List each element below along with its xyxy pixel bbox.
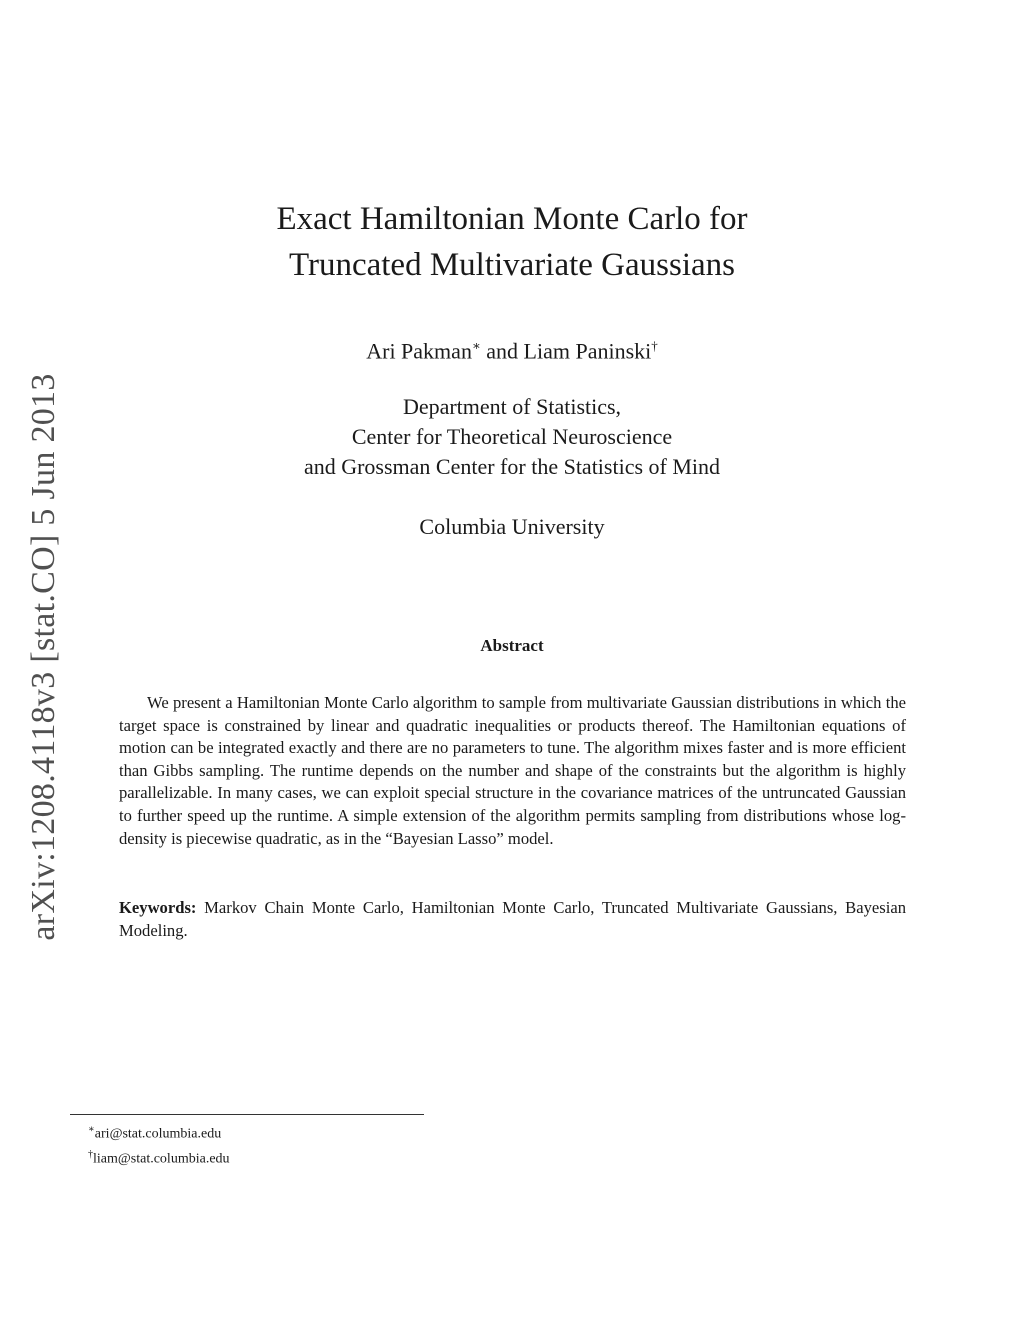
keywords-text: Markov Chain Monte Carlo, Hamiltonian Monte Carlo, Truncated Multivariate Gaussians, Bayesian Modeling. — [119, 898, 906, 940]
title-line-2: Truncated Multivariate Gaussians — [288, 247, 736, 283]
author-1-footnote-mark: ∗ — [471, 338, 481, 353]
keywords — [119, 897, 906, 942]
footnotes — [88, 1120, 230, 1169]
arxiv-identifier: arXiv:1208.4118v3 [stat.CO] 5 Jun 2013 — [25, 373, 62, 941]
footnote-divider — [70, 1114, 424, 1115]
footnote-2-email: liam@stat.columbia.edu — [93, 1151, 230, 1167]
author-2: Liam Paninski — [523, 338, 652, 364]
author-2-footnote-mark: † — [651, 338, 658, 353]
university: Columbia University — [419, 514, 605, 539]
title-line-1: Exact Hamiltonian Monte Carlo for — [276, 201, 748, 237]
author-list — [160, 331, 864, 366]
affiliation-line-2: Center for Theoretical Neuroscience — [351, 424, 673, 449]
footnote-2-mark: † — [88, 1148, 93, 1160]
abstract-heading: Abstract — [480, 636, 544, 655]
keywords-label: Keywords: — [119, 898, 197, 917]
footnote-1-mark: ∗ — [88, 1124, 95, 1135]
affiliation-line-1: Department of Statistics, — [402, 394, 622, 419]
abstract-body: We present a Hamiltonian Monte Carlo algorithm to sample from multivariate Gaussian distributions in which the target space is constrained by linear and quadratic inequalities or products thereof. The Hamiltonian equations of motion can be integrated exactly and there are no parameters to tune. The algorithm mixes faster and is more efficient than Gibbs sampling. The runtime depends on the number and shape of the constraints but the algorithm is highly parallelizable. In many cases, we can exploit special structure in the covariance matrices of the untruncated Gaussian to further speed up the runtime. A simple extension of the algorithm permits sampling from distributions whose log-density is piecewise quadratic, as in the “Bayesian Lasso” model. — [119, 693, 906, 848]
author-conjunction: and — [480, 338, 524, 364]
arxiv-stamp — [24, 375, 64, 940]
author-1: Ari Pakman — [366, 338, 472, 364]
footnote-1-email: ari@stat.columbia.edu — [94, 1126, 222, 1142]
footnote-2 — [88, 1145, 230, 1170]
affiliation — [160, 392, 864, 482]
affiliation-line-3: and Grossman Center for the Statistics of Mind — [303, 454, 721, 479]
footnote-1 — [88, 1120, 230, 1145]
paper-title — [160, 196, 864, 288]
